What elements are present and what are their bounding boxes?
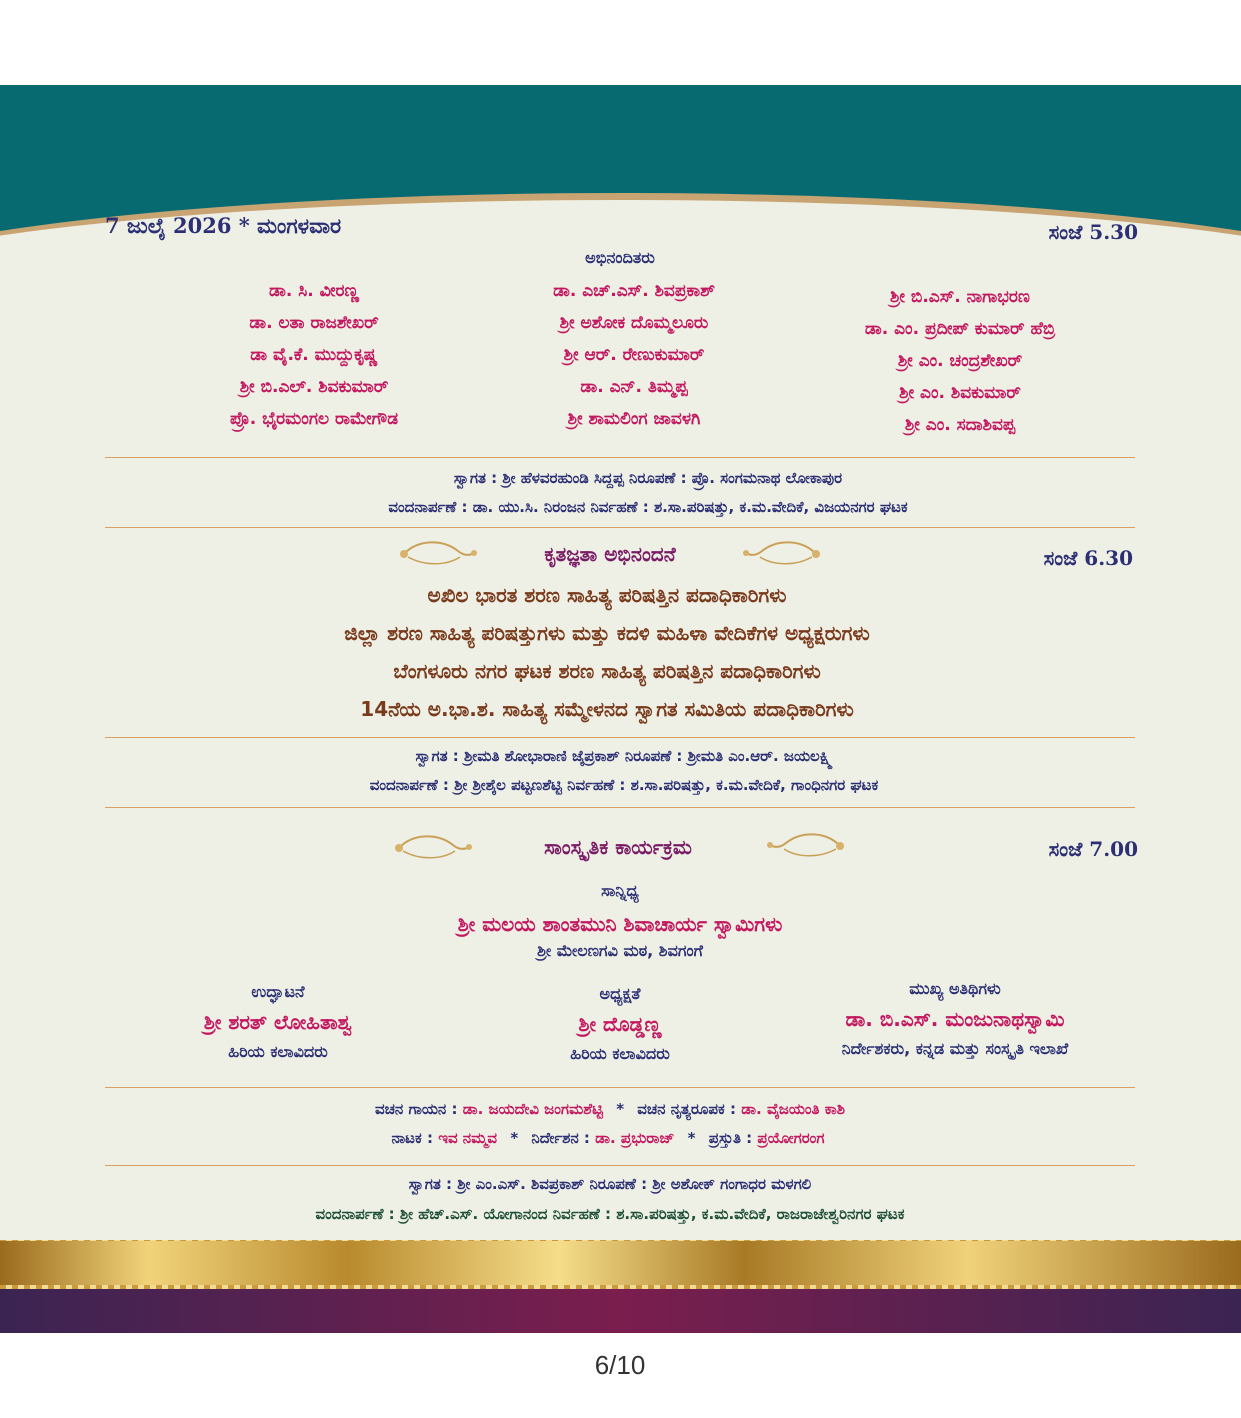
inauguration-label: ಉದ್ಘಾಟನೆ [251, 982, 305, 1001]
invitation-page [0, 85, 1241, 1333]
time-700: ಸಂಜೆ 7.00 [1048, 837, 1138, 861]
honorees-col2 [553, 281, 715, 429]
presence-place: ಶ್ರೀ ಮೇಲಣಗವಿ ಮಠ, ಶಿವಗಂಗೆ [537, 941, 703, 960]
honorees-col3 [865, 287, 1055, 435]
honorees-heading: ಅಭಿನಂದಿತರು [585, 248, 655, 267]
presidency-label: ಅಧ್ಯಕ್ಷತೆ [599, 984, 641, 1003]
inauguration-block [204, 982, 352, 1062]
inauguration-name: ಶ್ರೀ ಶರತ್ ಲೋಹಿತಾಶ್ವ [203, 1010, 353, 1034]
time-530: ಸಂಜೆ 5.30 [1048, 220, 1138, 244]
chief-guest-block [842, 979, 1068, 1059]
presidency-block [570, 984, 670, 1064]
performance-line-1: ವಚನ ಗಾಯನ : ಡಾ. ಜಯದೇವಿ ಜಂಗಮಶೆಟ್ಟಿ * ವಚನ ನೃತ್ಯರೂಪಕ : ಡಾ. ವೈಜಯಂತಿ ಕಾಶಿ [375, 1100, 845, 1118]
chief-guest-role: ನಿರ್ದೇಶಕರು, ಕನ್ನಡ ಮತ್ತು ಸಂಸ್ಕೃತಿ ಇಲಾಖೆ [841, 1039, 1069, 1058]
honoree: ಡಾ. ಎಚ್.ಎಸ್. ಶಿವಪ್ರಕಾಶ್ [553, 281, 715, 301]
gratitude-line: ಬೆಂಗಳೂರು ನಗರ ಘಟಕ ಶರಣ ಸಾಹಿತ್ಯ ಪರಿಷತ್ತಿನ ಪದಾಧಿಕಾರಿಗಳು [393, 659, 821, 683]
honoree: ಶ್ರೀ ಆರ್. ರೇಣುಕುಮಾರ್ [563, 345, 705, 365]
honoree: ಡಾ. ಲತಾ ರಾಜಶೇಖರ್ [249, 313, 379, 333]
page-number: 6/10 [594, 1350, 646, 1380]
honoree: ಪ್ರೊ. ಭೈರಮಂಗಲ ರಾಮೇಗೌಡ [229, 409, 399, 429]
gold-border-band [0, 1241, 1241, 1289]
honorees-col1 [230, 281, 398, 429]
flourish-left-icon [398, 537, 480, 571]
performance-line-2: ನಾಟಕ : ಇವ ನಮ್ಮವ * ನಿರ್ದೇಶನ : ಡಾ. ಪ್ರಭುರಾಜ್ * ಪ್ರಸ್ತುತಿ : ಪ್ರಯೋಗರಂಗ [391, 1129, 825, 1147]
gratitude-lines [344, 583, 869, 721]
divider [105, 737, 1135, 738]
credits-line: ಸ್ವಾಗತ : ಶ್ರೀ ಎಂ.ಎಸ್. ಶಿವಪ್ರಕಾಶ್ ನಿರೂಪಣೆ : ಶ್ರೀ ಅಶೋಕ್ ಗಂಗಾಧರ ಮಳಗಲಿ [408, 1175, 812, 1193]
flourish-left-icon [393, 831, 475, 865]
honoree: ಶ್ರೀ ಎಂ. ಶಿವಕುಮಾರ್ [899, 383, 1021, 403]
divider [105, 457, 1135, 458]
honoree: ಡಾ. ಸಿ. ವೀರಣ್ಣ [269, 281, 359, 301]
honoree: ಶ್ರೀ ಅಶೋಕ ದೊಮ್ಮಲೂರು [559, 313, 709, 333]
chief-guest-label: ಮುಖ್ಯ ಅತಿಥಿಗಳು [909, 979, 1001, 998]
honoree: ಡಾ ವೈ.ಕೆ. ಮುದ್ದುಕೃಷ್ಣ [250, 345, 378, 365]
honoree: ಡಾ. ಎಂ. ಪ್ರದೀಪ್ ಕುಮಾರ್ ಹೆಬ್ರಿ [864, 319, 1056, 339]
credits-line: ವಂದನಾರ್ಪಣೆ : ಶ್ರೀ ಹೆಚ್.ಎಸ್. ಯೋಗಾನಂದ ನಿರ್ವಹಣೆ : ಶ.ಸಾ.ಪರಿಷತ್ತು, ಕ.ಮ.ವೇದಿಕೆ, ರಾಜರಾಜೇಶ್ವರಿನಗರ ಘಟಕ [315, 1205, 905, 1223]
presidency-role: ಹಿರಿಯ ಕಲಾವಿದರು [570, 1044, 670, 1063]
honoree: ಶ್ರೀ ಶಾಮಲಿಂಗ ಜಾವಳಗಿ [567, 409, 701, 429]
maroon-border-band [0, 1289, 1241, 1333]
gratitude-line: ಅಖಿಲ ಭಾರತ ಶರಣ ಸಾಹಿತ್ಯ ಪರಿಷತ್ತಿನ ಪದಾಧಿಕಾರಿಗಳು [427, 583, 787, 607]
honoree: ಶ್ರೀ ಎಂ. ಸದಾಶಿವಪ್ಪ [904, 415, 1016, 435]
presence-label: ಸಾನ್ನಿಧ್ಯ [601, 881, 639, 900]
honoree: ಶ್ರೀ ಬಿ.ಎಲ್. ಶಿವಕುಮಾರ್ [239, 377, 389, 397]
time-630: ಸಂಜೆ 6.30 [1043, 546, 1133, 570]
divider [105, 1087, 1135, 1088]
divider [105, 1165, 1135, 1166]
presidency-name: ಶ್ರೀ ದೊಡ್ಡಣ್ಣ [578, 1012, 662, 1036]
credits-line: ವಂದನಾರ್ಪಣೆ : ಶ್ರೀ ಶ್ರೀಶೈಲ ಪಟ್ಟಣಶೆಟ್ಟಿ ನಿರ್ವಹಣೆ : ಶ.ಸಾ.ಪರಿಷತ್ತು, ಕ.ಮ.ವೇದಿಕೆ, ಗಾಂಧಿನಗರ ಘಟಕ [369, 776, 879, 794]
honoree: ಶ್ರೀ ಬಿ.ಎಸ್. ನಾಗಾಭರಣ [890, 287, 1030, 307]
gratitude-line: 14ನೆಯ ಅ.ಭಾ.ಶ. ಸಾಹಿತ್ಯ ಸಮ್ಮೇಳನದ ಸ್ವಾಗತ ಸಮಿತಿಯ ಪದಾಧಿಕಾರಿಗಳು [360, 697, 854, 721]
credits-line: ಸ್ವಾಗತ : ಶ್ರೀ ಹೆಳವರಹುಂಡಿ ಸಿದ್ದಪ್ಪ ನಿರೂಪಣೆ : ಪ್ರೊ. ಸಂಗಮನಾಥ ಲೋಕಾಪುರ [453, 469, 843, 487]
chief-guest-name: ಡಾ. ಬಿ.ಎಸ್. ಮಂಜುನಾಥಸ್ವಾಮಿ [845, 1007, 1065, 1031]
divider [105, 527, 1135, 528]
divider [105, 807, 1135, 808]
honoree: ಶ್ರೀ ಎಂ. ಚಂದ್ರಶೇಖರ್ [897, 351, 1023, 371]
section-title-gratitude: ಕೃತಜ್ಞತಾ ಅಭಿನಂದನೆ [544, 542, 676, 566]
presence-name: ಶ್ರೀ ಮಲಯ ಶಾಂತಮುನಿ ಶಿವಾಚಾರ್ಯ ಸ್ವಾಮಿಗಳು [457, 912, 783, 936]
event-date: 7 ಜುಲೈ 2026 * ಮಂಗಳವಾರ [105, 213, 342, 238]
section-title-cultural: ಸಾಂಸ್ಕೃತಿಕ ಕಾರ್ಯಕ್ರಮ [544, 835, 692, 859]
flourish-right-icon [740, 537, 822, 571]
gratitude-line: ಜಿಲ್ಲಾ ಶರಣ ಸಾಹಿತ್ಯ ಪರಿಷತ್ತುಗಳು ಮತ್ತು ಕದಳಿ ಮಹಿಳಾ ವೇದಿಕೆಗಳ ಅಧ್ಯಕ್ಷರುಗಳು [344, 621, 870, 645]
credits-line: ಸ್ವಾಗತ : ಶ್ರೀಮತಿ ಶೋಭಾರಾಣಿ ಜೈಪ್ರಕಾಶ್ ನಿರೂಪಣೆ : ಶ್ರೀಮತಿ ಎಂ.ಆರ್. ಜಯಲಕ್ಷ್ಮಿ [415, 747, 833, 765]
honoree: ಡಾ. ಎನ್. ತಿಮ್ಮಪ್ಪ [580, 377, 688, 397]
credits-line: ವಂದನಾರ್ಪಣೆ : ಡಾ. ಯು.ಸಿ. ನಿರಂಜನ ನಿರ್ವಹಣೆ : ಶ.ಸಾ.ಪರಿಷತ್ತು, ಕ.ಮ.ವೇದಿಕೆ, ವಿಜಯನಗರ ಘಟಕ [388, 498, 908, 516]
inauguration-role: ಹಿರಿಯ ಕಲಾವಿದರು [228, 1042, 328, 1061]
flourish-right-icon [764, 829, 846, 863]
